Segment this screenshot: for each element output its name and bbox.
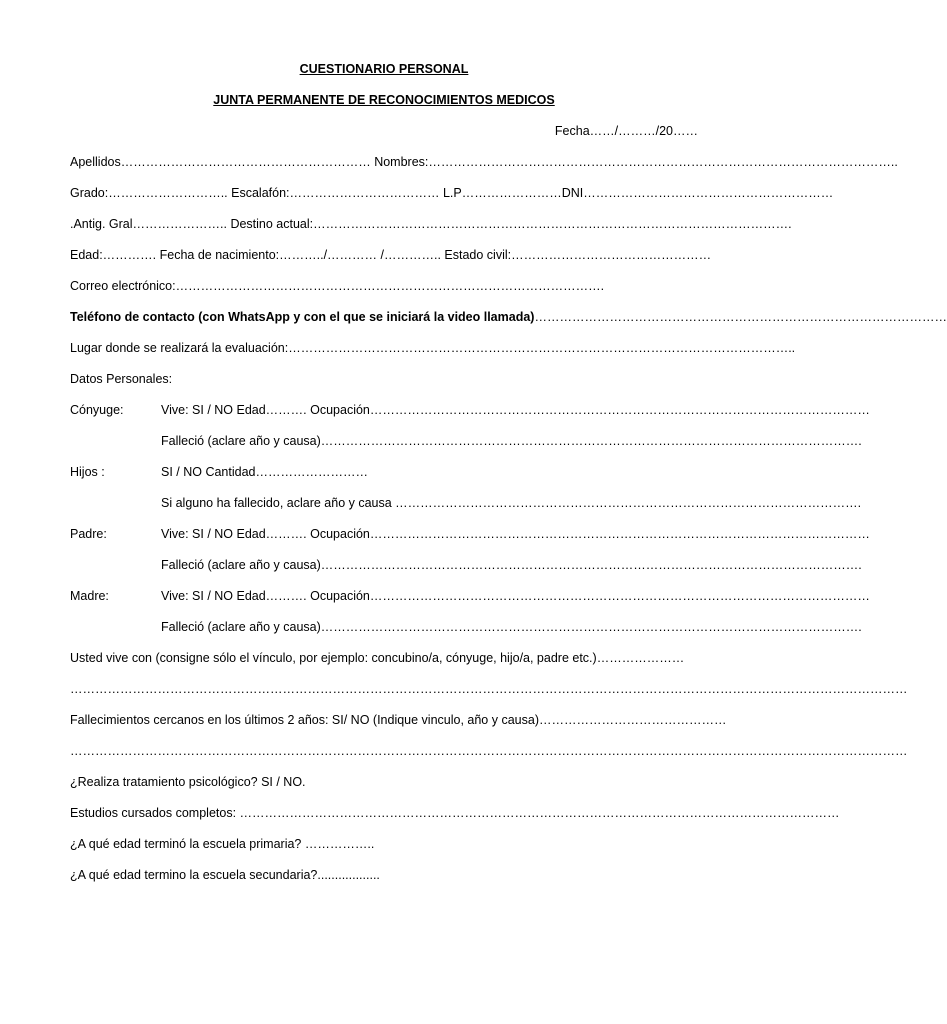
- madre-vive-line[interactable]: Vive: SI / NO Edad………. Ocupación…………………………………………………………………………………………………………: [161, 589, 870, 603]
- conyuge-vive-line[interactable]: Vive: SI / NO Edad………. Ocupación…………………………………………………………………………………………………………: [161, 403, 870, 417]
- padre-label: Padre:: [70, 527, 107, 541]
- vive-con-continuation[interactable]: …………………………………………………………………………………………………………………………………………………………………………………: [70, 682, 908, 696]
- conyuge-label: Cónyuge:: [70, 403, 124, 417]
- vive-con-line[interactable]: Usted vive con (consigne sólo el vínculo, por ejemplo: concubino/a, cónyuge, hijo/a, padre etc.)…………………: [70, 651, 685, 665]
- edad-nacimiento-line[interactable]: Edad:…………. Fecha de nacimiento:………../………… /………….. Estado civil:…………………………………………: [70, 248, 712, 262]
- madre-label: Madre:: [70, 589, 109, 603]
- fallecimientos-line[interactable]: Fallecimientos cercanos en los últimos 2 años: SI/ NO (Indique vinculo, año y causa)………………………………………: [70, 713, 727, 727]
- padre-vive-line[interactable]: Vive: SI / NO Edad………. Ocupación…………………………………………………………………………………………………………: [161, 527, 870, 541]
- grado-escalafon-line[interactable]: Grado:……………………….. Escalafón:……………………………… L.P……………………DNI……………………………………………………: [70, 186, 834, 200]
- telefono-label: Teléfono de contacto (con WhatsApp y con el que se iniciará la video llamada): [70, 310, 535, 324]
- lugar-evaluacion-line[interactable]: Lugar donde se realizará la evaluación:…………………………………………………………………………………………………………..: [70, 341, 796, 355]
- apellidos-nombres-line[interactable]: Apellidos…………………………………………………… Nombres:…………………………………………………………………………………………………..: [70, 155, 898, 169]
- hijos-label: Hijos :: [70, 465, 105, 479]
- telefono-dots: ………………………………………………………………………………………: [534, 310, 947, 324]
- madre-fallecio-line[interactable]: Falleció (aclare año y causa)………………………………………………………………………………………………………………….: [161, 620, 862, 634]
- antiguedad-destino-line[interactable]: .Antig. Gral………………….. Destino actual:…………………………………………………………………………………………………….: [70, 217, 792, 231]
- primaria-line[interactable]: ¿A qué edad terminó la escuela primaria? ……………..: [70, 837, 375, 851]
- tratamiento-line[interactable]: ¿Realiza tratamiento psicológico? SI / NO.: [70, 775, 306, 789]
- document-title: CUESTIONARIO PERSONAL: [299, 62, 469, 76]
- correo-line[interactable]: Correo electrónico:………………………………………………………………………………………….: [70, 279, 605, 293]
- fallecimientos-continuation[interactable]: …………………………………………………………………………………………………………………………………………………………………………………: [70, 744, 908, 758]
- datos-personales-heading: Datos Personales:: [70, 372, 173, 386]
- hijos-fallecido-line[interactable]: Si alguno ha fallecido, aclare año y causa ………………………………………………………………………………………………….: [161, 496, 862, 510]
- conyuge-fallecio-line[interactable]: Falleció (aclare año y causa)………………………………………………………………………………………………………………….: [161, 434, 862, 448]
- padre-fallecio-line[interactable]: Falleció (aclare año y causa)………………………………………………………………………………………………………………….: [161, 558, 862, 572]
- telefono-line[interactable]: [70, 309, 947, 325]
- hijos-cantidad-line[interactable]: SI / NO Cantidad………………………: [161, 465, 368, 479]
- fecha-field[interactable]: Fecha……/………/20……: [554, 124, 698, 138]
- estudios-line[interactable]: Estudios cursados completos: ………………………………………………………………………………………………………………………………: [70, 806, 840, 820]
- secundaria-line[interactable]: ¿A qué edad termino la escuela secundaria?..................: [70, 868, 380, 882]
- document-subtitle: JUNTA PERMANENTE DE RECONOCIMIENTOS MEDICOS: [213, 93, 555, 107]
